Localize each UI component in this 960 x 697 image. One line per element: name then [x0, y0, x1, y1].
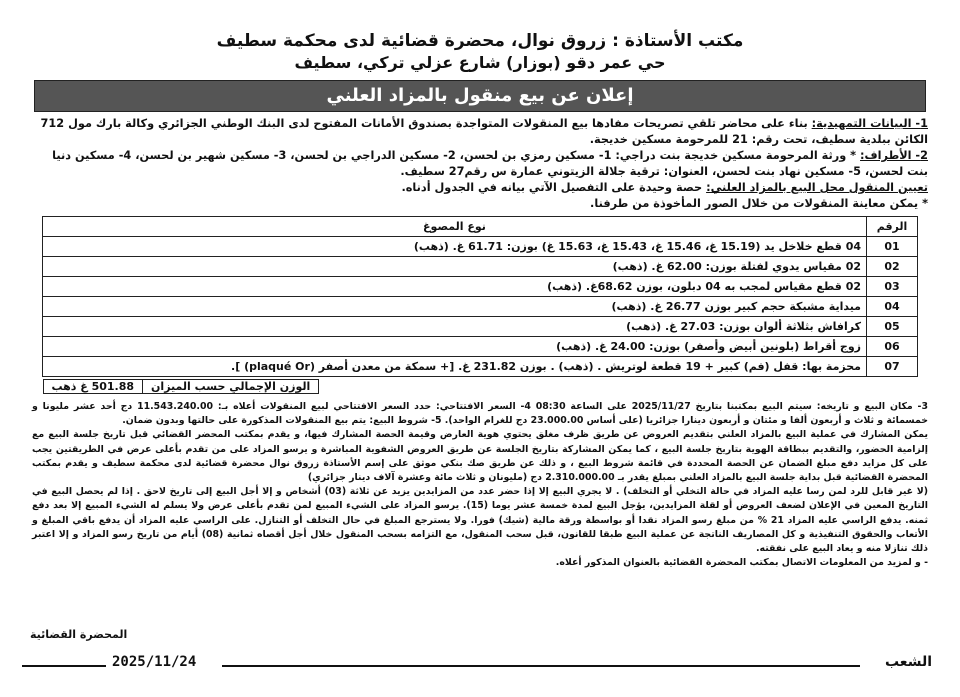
newspaper-footer: [22, 654, 938, 676]
item-description: كرافاش بثلاثة ألوان بوزن: 27.03 غ. (ذهب): [43, 317, 867, 337]
inspection-note: * يمكن معاينة المنقولات من خلال الصور المأخوذة من طرفنا.: [590, 197, 928, 210]
table-row: [43, 257, 918, 277]
table-row: [43, 237, 918, 257]
preliminary-label: 1- البيانات التمهيدية:: [811, 117, 928, 130]
footer-rule-left: [22, 665, 106, 667]
table-row: [43, 297, 918, 317]
office-address: حي عمر دقو (بوزار) شارع عزلي تركي، سطيف: [294, 53, 666, 72]
newspaper-name: الشعب: [884, 654, 932, 670]
preliminary-text: بناء على محاضر تلقي تصريحات مفادها بيع المنقولات المتواجدة بصندوق الأمانات المفتوح لدى البنك الوطني الجزائري وكالة بارك مول 712 الكائن ببلدية سطيف، تحت رقم: 21 للمرحومة مسكين خديجة.: [40, 117, 928, 146]
designation-label: تعيين المنقول محل البيع بالمزاد العلني:: [706, 181, 928, 194]
item-number: 01: [867, 237, 918, 257]
item-description: 04 قطع خلاخل يد (15.19 غ، 15.46 غ، 15.43 غ، 15.63 غ) بوزن: 61.71 غ. (ذهب): [43, 237, 867, 257]
item-number: 02: [867, 257, 918, 277]
signature: المحضرة القضائية: [30, 628, 128, 641]
office-header: [22, 30, 938, 74]
condition-paragraph: يمكن المشارك في عملية البيع بالمزاد العلني بتقديم العروض عن طريق ظرف مغلق يحتوي هوية العارض وقيمة الحصة المشارك فيها، و يقدم بمكتب المحضر القضائي قبل تاريخ جلسة البيع مع إلزامية الحضور، والتقديم ببطاقة الهوية بتاريخ جلسة البيع ، كما يمكن المشاركة بتاريخ الجلسة عن طريق العروض الشفوية المباشرة و يرسو المزاد على من تقدم بأعلى عرض في الطريقتين يجب على كل مزايد دفع مبلغ الضمان عن الحصة المحددة في قائمة شروط البيع ، و ذلك عن طريق صك بنكي موثق على إسم الأستاذة زروق نوال محضرة قضائية لدى محكمة سطيف و يقدم بمكتب المحضرة القضائية قبل بداية جلسة البيع بالمزاد العلني بمبلغ يقدر بـ 2.310.000.00 دج (مليونان و ثلاث مائة وعشرة آلاف دينار جزائري): [32, 429, 928, 484]
sale-conditions: [22, 396, 938, 570]
item-description: ميداية مشبكة حجم كبير بوزن 26.77 غ. (ذهب): [43, 297, 867, 317]
item-number: 04: [867, 297, 918, 317]
condition-paragraph: 3- مكان البيع و تاريخه: سيتم البيع بمكتبنا بتاريخ 2025/11/27 على الساعة 08:30 4- السعر الافتتاحي: حدد السعر الافتتاحي لبيع المنقولات أعلاه بـ: 11.543.240.00 دج أحد عشر مليونا و خمسمائة و ثلاث و أربعون ألفا و مئتان و أربعون دينارا جزائريا (على أساس 23.000.00 دج للغرام الواحد). 5- شروط البيع: يتم بيع المنقولات المذكورة على حالتها وبدون ضمان.: [32, 401, 928, 427]
condition-paragraph: (لا غير قابل للرد لمن رسا عليه المزاد في حالة التخلي أو التخلف) . لا يجري البيع إلا إذا حضر عدد من المزايدين يزيد عن ثلاثة (03) أشخاص و إلا أجل البيع إلى تاريخ لاحق . إذا لم يحصل البيع في التاريخ المعين في الإعلان لضعف العروض أو لقلة المزايدين، يؤجل البيع لمدة خمسة عشر يوما (15). يرسو المزاد على الشيء المبيع لمن تقدم بأعلى عرض ولا يسلم له الشيء المبيع إلا بعد دفع ثمنه. يدفع الراسي عليه المزاد 21 % من مبلغ رسو المزاد نقدا أو بواسطة ورقة مالية (شيك) فورا. ولا يسترجع المبلغ في حال التخلف أو التنازل. على الراسي عليه المزاد أن يدفع باقي المبلغ و الأتعاب والحقوق التنفيذية و كل المصاريف الناتجة عن عملية البيع طبقا للقانون، قبل سحب المنقول، مع التزامه بسحب المنقول خلال أجل أقصاه ثمانية (08) أيام من تاريخ رسو المزاد و إلا اعتبر ذلك تنازلا منه و يعاد البيع على نفقته.: [32, 486, 928, 555]
table-row: [43, 277, 918, 297]
total-label: الوزن الإجمالي حسب الميزان: [142, 379, 319, 394]
condition-paragraph: - و لمزيد من المعلومات الاتصال بمكتب المحضرة القضائية بالعنوان المذكور أعلاه.: [555, 557, 928, 569]
item-description: محزمة بها: قفل (فم) كبير + 19 قطعة لوتريش . (ذهب) . بوزن 231.82 غ. [+ سمكة من معدن أصفر (plaqué Or) ].: [43, 357, 867, 377]
designation-text: حصة وحيدة على التفصيل الآتي بيانه في الجدول أدناه.: [401, 181, 707, 194]
col-type-header: نوع المصوغ: [43, 217, 867, 237]
table-row: [43, 337, 918, 357]
item-description: 02 مقياس يدوي لفتلة بوزن: 62.00 غ. (ذهب): [43, 257, 867, 277]
office-name: مكتب الأستاذة : زروق نوال، محضرة قضائية لدى محكمة سطيف: [216, 31, 744, 51]
table-row: [43, 357, 918, 377]
items-table: [42, 216, 918, 396]
table-header-row: [43, 217, 918, 237]
item-description: 02 قطع مقياس لمجب به 04 دبلون، بوزن 68.62غ. (ذهب): [43, 277, 867, 297]
parties-text: * ورثة المرحومة مسكين خديجة بنت دراجي: 1- مسكين رمزي بن لحسن، 2- مسكين الدراجي بن لحسن، 3- مسكين شهير بن لحسن، 4- مسكين دنيا بنت لحسن، 5- مسكين نهاد بنت لحسن، العنوان: ترقية جلالة الزيتوني عمارة س رقم27 سطيف.: [52, 149, 928, 178]
parties-label: 2- الأطراف:: [860, 149, 928, 162]
item-description: زوج أقراط (بلونين أبيض وأصفر) بوزن: 24.00 غ. (ذهب): [43, 337, 867, 357]
item-number: 07: [867, 357, 918, 377]
col-number-header: الرقم: [867, 217, 918, 237]
item-designation: [32, 180, 928, 196]
total-row: [43, 377, 918, 397]
legal-notice: [22, 22, 938, 672]
parties: [32, 148, 928, 180]
footer-rule: [222, 665, 860, 667]
total-value: 501.88 غ ذهب: [43, 379, 144, 394]
notice-title-banner: إعلان عن بيع منقول بالمزاد العلني: [34, 80, 926, 112]
intro-section: [22, 116, 938, 212]
publication-date: 2025/11/24: [112, 654, 197, 670]
item-number: 03: [867, 277, 918, 297]
preliminary-data: [32, 116, 928, 148]
table-row: [43, 317, 918, 337]
item-number: 06: [867, 337, 918, 357]
item-number: 05: [867, 317, 918, 337]
